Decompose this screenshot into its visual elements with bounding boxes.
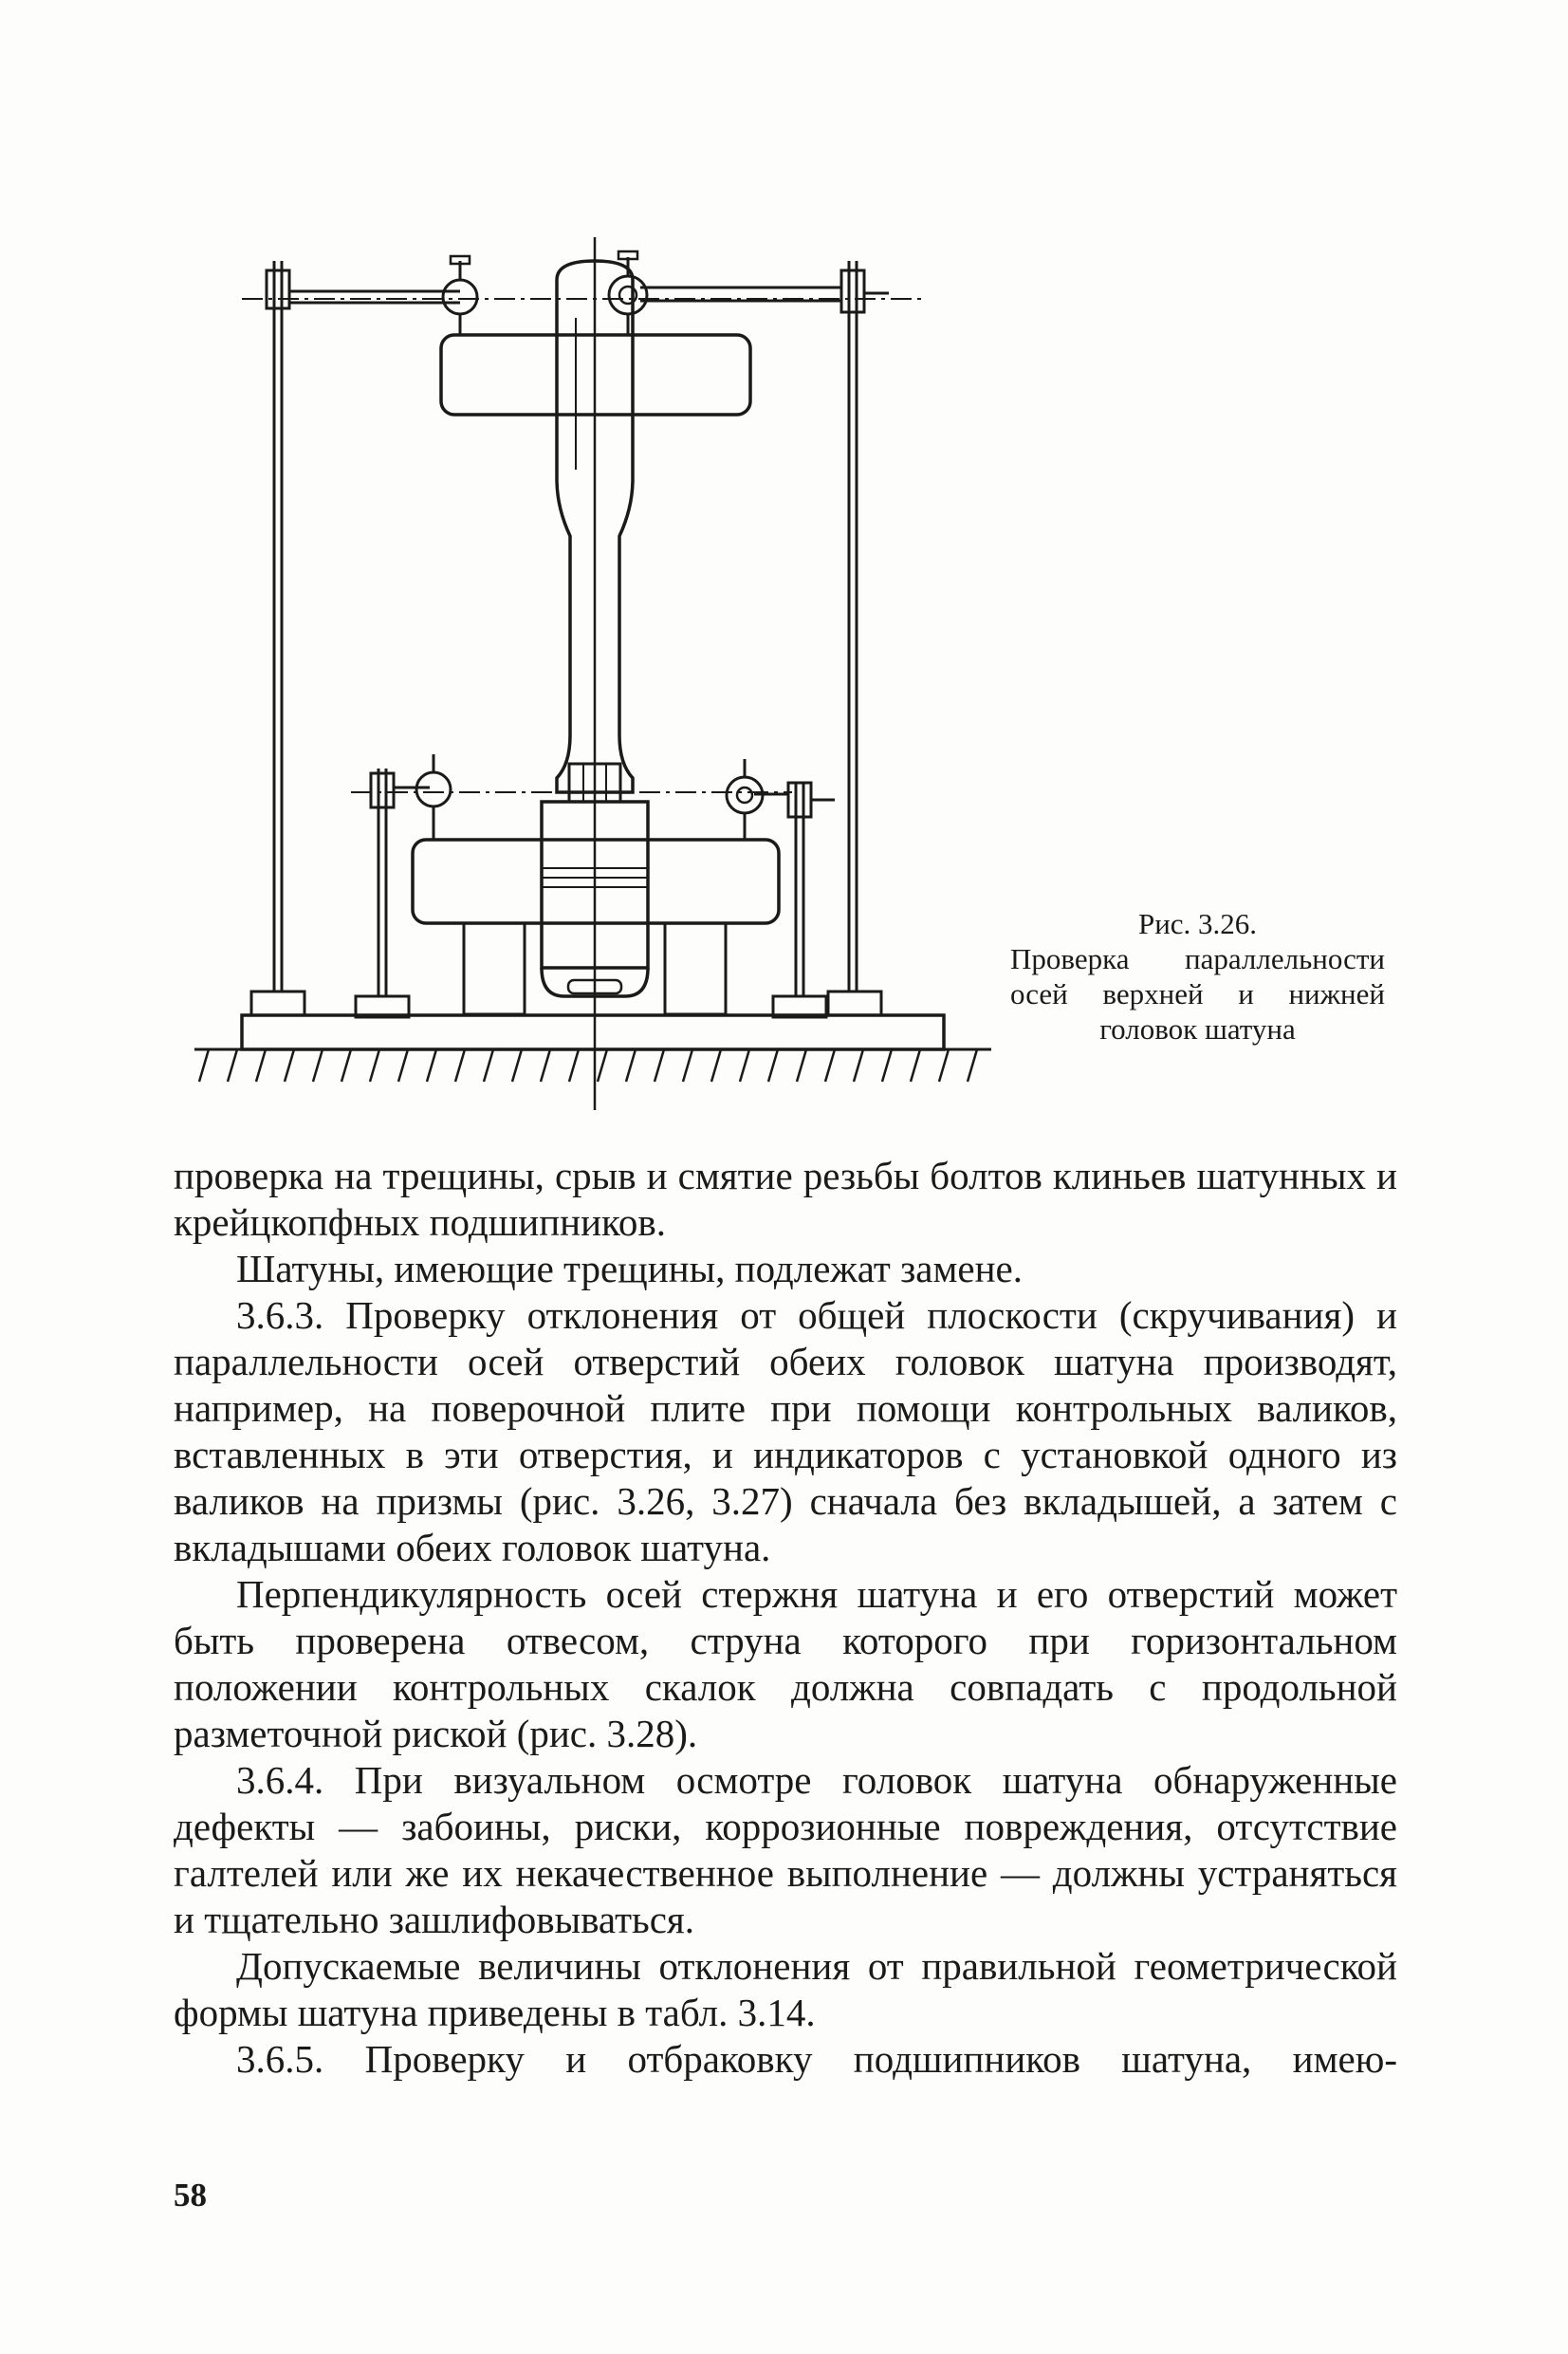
paragraph-section-3-6-5: 3.6.5. Проверку и отбраковку подшипников шатуна, имею- bbox=[236, 2037, 1397, 2081]
body-text bbox=[174, 1153, 1397, 2083]
left-tall-indicator-stand bbox=[251, 261, 460, 1015]
figure-title: Проверка параллельности осей верхней и нижней головок шатуна bbox=[1010, 942, 1385, 1046]
right-lower-indicator-stand bbox=[754, 783, 835, 1017]
v-block-right bbox=[665, 923, 726, 1014]
figure-number: Рис. 3.26. bbox=[1137, 907, 1258, 940]
paragraph: Шатуны, имеющие трещины, подлежат замене. bbox=[236, 1247, 1023, 1290]
v-block-left bbox=[464, 923, 525, 1014]
connecting-rod-parallelism-check-drawing bbox=[185, 223, 1010, 1124]
floor-hatching bbox=[199, 1049, 977, 1082]
left-upper-dial-indicator bbox=[443, 256, 477, 335]
figure-caption bbox=[1010, 906, 1385, 1047]
left-lower-dial-indicator bbox=[416, 754, 451, 840]
page-number: 58 bbox=[174, 2177, 207, 2214]
paragraph: Допускаемые величины отклонения от правильной геометрической формы шатуна приведены в табл. 3.14. bbox=[174, 1944, 1397, 2034]
right-lower-dial-indicator bbox=[727, 759, 763, 840]
surface-plate bbox=[242, 1015, 944, 1049]
figure-3-26 bbox=[185, 223, 1010, 1124]
paragraph: Перпендикулярность осей стержня шатуна и его отверстий может быть проверена отвесом, струна которого при горизонтальном положении контрольных скалок должна совпадать с продольной разметочной риской (рис. 3.28). bbox=[174, 1572, 1397, 1755]
paragraph-section-3-6-4: 3.6.4. При визуальном осмотре головок шатуна обнаруженные дефекты — забоины, риски, коррозионные повреждения, отсутствие галтелей или же их некачественное выполнение — должны устраняться и тщательно зашлифовываться. bbox=[174, 1758, 1397, 1941]
paragraph-continuation: проверка на трещины, срыв и смятие резьбы болтов клиньев шатунных и крейцкопфных подшипников. bbox=[174, 1154, 1397, 1244]
right-tall-indicator-stand bbox=[640, 261, 889, 1015]
paragraph-section-3-6-3: 3.6.3. Проверку отклонения от общей плоскости (скручивания) и параллельности осей отверстий обеих головок шатуна производят, например, на поверочной плите при помощи контрольных валиков, вставленных в эти отверстия, и индикаторов с установкой одного из валиков на призмы (рис. 3.26, 3.27) сначала без вкладышей, а затем с вкладышами обеих головок шатуна. bbox=[174, 1293, 1397, 1569]
left-lower-indicator-stand bbox=[356, 769, 430, 1017]
